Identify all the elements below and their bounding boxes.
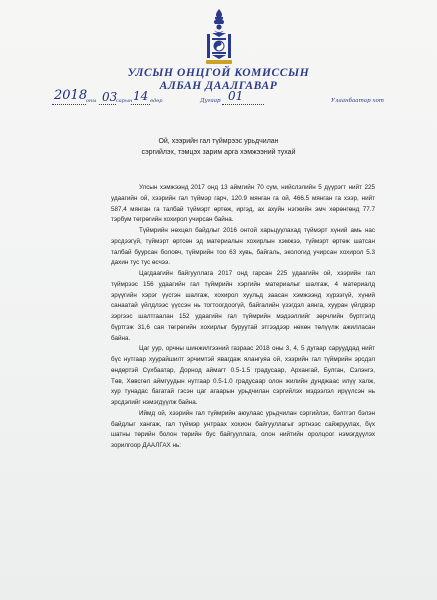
paragraph-5: [111, 409, 375, 452]
paragraph-line: 587,4 мянган га талбай түймэрт өртөж, иргэд, ах ахуйн нэгжийн эмч хөрөнгөнд 77.7: [111, 205, 375, 213]
paragraph-line: бүртгэж 31,6 сая төгрөгийн хохирлыг буруутай этгээдээр нөхөн төлүүлж ажилласан: [111, 323, 375, 331]
paragraph-line: Улсын хэмжээнд 2017 онд 13 аймгийн 70 сум, нийслэлийн 5 дүүрэгт нийт 225: [139, 184, 375, 191]
paragraph-line: байдлыг хангаж, гал түймэр унтраах хохион байгууллагыг эртнээс сайжруулах, бүх: [111, 420, 375, 428]
paragraph-1: [111, 183, 375, 226]
doc-type-title: АЛБАН ДААЛГАВАР: [159, 80, 278, 92]
paragraph-2: [111, 226, 375, 269]
date-day: 14: [133, 89, 149, 103]
paragraph-line: талбай буурсан боловч, түймрийн тоо 63 хувь, байгаль, экологид учирсан хохирол 5.3: [111, 248, 375, 256]
paragraph-line: санаатай үйлдлээс үүссэн нь тогтоогдоогүй, байгалийн үзэгдэл аянга, хууран үйлдвэр: [111, 302, 375, 310]
paragraph-line: зорилгоор ДААЛГАХ нь:: [111, 442, 182, 449]
date-year-underline: [52, 104, 86, 105]
label-year: оны: [86, 98, 97, 104]
label-number: Дугаар: [200, 98, 221, 104]
paragraph-line: удаагийн ой, хээрийн гал түймэр гарч, 120.9 мянган га ой, 466.5 мянган га хээр, нийт: [111, 194, 375, 202]
org-name: УЛСЫН ОНЦГОЙ КОМИССЫН: [127, 67, 310, 79]
city-label: Улаанбаатар хот: [331, 98, 384, 104]
paragraph-line: бүс нутгаар хуурайшилт эрчимтэй явагдаж ялангуяа ой, хээрийн гал түймрийн эрсдэл: [111, 356, 375, 363]
paragraph-line: эрсдээгүй, түймэрт өртсөн эд материалын хохирлын хэмжээ, түймэрт өртөж шатсан: [111, 237, 375, 245]
date-month-underline: [99, 104, 116, 105]
paragraph-3: [111, 269, 375, 344]
paragraph-line: эрсдэлийг нэмэгдүүлж байна.: [111, 399, 198, 406]
date-month: 03: [102, 90, 118, 104]
subject-title-line-1: Ой, хээрийн гал түймрээс урьдчилан: [158, 138, 279, 145]
paragraph-line: түймрээс 156 удаагийн гал түймрийн хэргийн материалыг шалгаж, 4 материалд: [111, 280, 375, 288]
paragraph-line: Иймд ой, хээрийн гал түймрийн аюулаас урьдчилан сэргийлэх, бэлтгэл бэлэн: [139, 409, 375, 417]
subject-title-line-2: сэргийлэх, тэмцэх зарим арга хэмжээний тухай: [141, 149, 296, 156]
label-day: өдөр: [150, 98, 163, 104]
paragraph-4: [111, 344, 375, 409]
paragraph-line: эрүүгийн хэрэг үүсгэн шалгаж, хохирол хуульд заасан хэмжээнд хүрээгүй, хүний: [111, 291, 375, 299]
paragraph-line: өндөртэй Сүхбаатар, Дорнод аймагт 0.5-1.5 градусаар, Архангай, Булган, Сэлэнгэ,: [111, 366, 375, 374]
document-number-underline: [222, 104, 264, 105]
document-number: 01: [228, 89, 244, 103]
paragraph-line: зэргээс шалтгаалан 152 удаагийн гал түймрийн мэдээллийг зөрчлийн бүртгэлд: [111, 313, 375, 320]
paragraph-line: дахин тус тус өсчээ.: [111, 259, 170, 267]
paragraph-line: Цаг уур, орчны шинжилгээний газраас 2018 оны 3, 4, 5 дугаар сарууддад нийт: [139, 345, 375, 353]
paragraph-line: байна.: [111, 334, 131, 342]
soyombo-emblem-icon: [201, 8, 237, 66]
label-month: сарын: [116, 98, 133, 104]
paragraph-line: Төв, Хөвсгөл аймгуудын нутгаар 0.5-1.0 градусаар олон жилийн дунджаас илүү халж,: [111, 377, 375, 385]
paragraph-line: хур тунадас багатай гэсэн цаг агаарын урьдчилан сэргийлэх мэдээлэл ирүүлсэн нь: [111, 388, 375, 396]
paragraph-line: Түймрийн нөхцөл байдлыг 2016 онтой харьцуулахад түймэрт хүний амь нас: [139, 227, 375, 234]
paragraph-line: тэрбум төгрөгийн хохирол учирсан байна.: [111, 216, 234, 224]
date-year: 2018: [54, 88, 88, 103]
paragraph-line: шатны төрийн болон төрийн бус байгууллага, олон нийтийн оролцоог нэмэгдүүлэх: [111, 431, 375, 439]
paragraph-line: Цагдаагийн байгууллага 2017 онд гарсан 225 удаагийн ой, хээрийн гал: [139, 270, 375, 277]
date-day-underline: [131, 104, 150, 105]
document-body: [111, 183, 375, 452]
